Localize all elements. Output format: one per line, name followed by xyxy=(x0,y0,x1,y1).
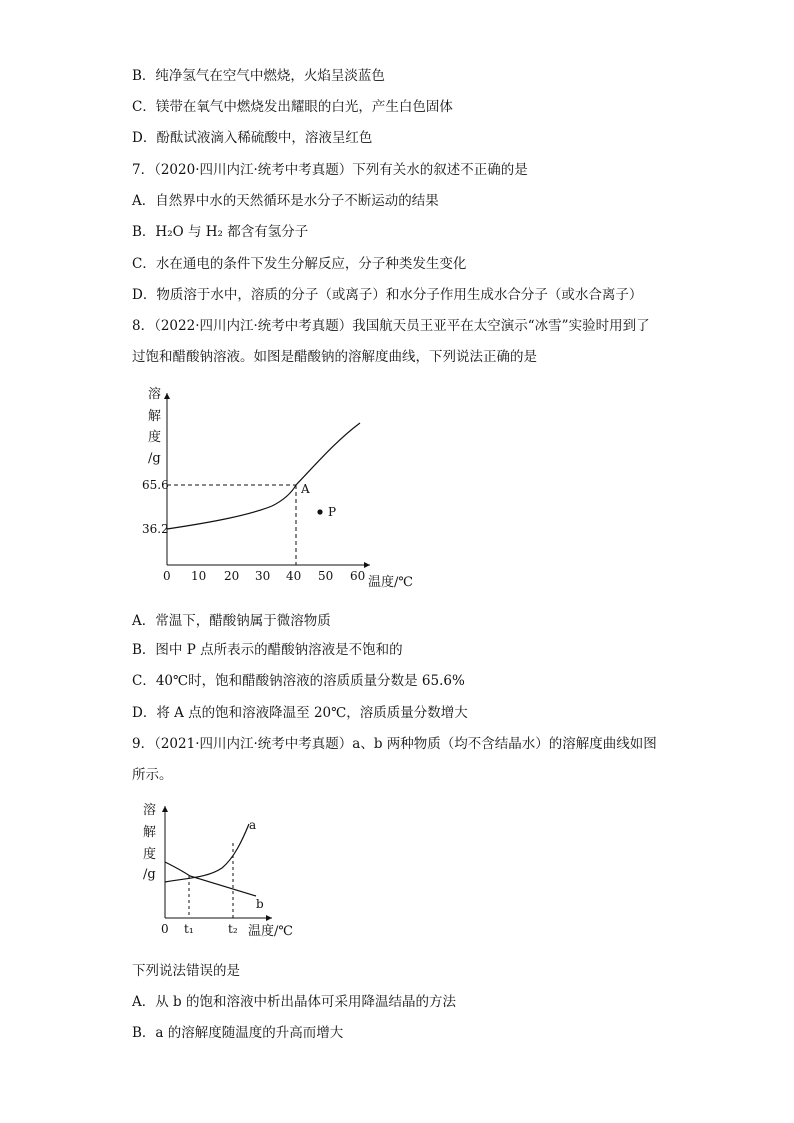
question-9-stem-line2: 所示。 xyxy=(132,767,173,783)
curve-a xyxy=(165,824,249,882)
x-tick-20: 20 xyxy=(224,569,240,583)
point-p-marker xyxy=(317,509,322,514)
question-9-option-b: B．a 的溶解度随温度的升高而增大 xyxy=(132,1025,344,1041)
y-label-char-1: 溶 xyxy=(148,387,162,402)
question-7-option-b: B．H₂O 与 H₂ 都含有氢分子 xyxy=(132,224,309,240)
question-7-option-c: C．水在通电的条件下发生分解反应，分子种类发生变化 xyxy=(132,256,467,272)
question-9-stem-line1: 9．（2021·四川内江·统考中考真题）a、b 两种物质（均不含结晶水）的溶解度曲线如图 xyxy=(132,736,657,752)
x-tick-40: 40 xyxy=(286,569,302,583)
sodium-acetate-solubility-chart xyxy=(132,378,432,593)
point-p-label: P xyxy=(328,505,337,519)
curve-b xyxy=(165,862,256,896)
option-8-6-d: D．酚酞试液滴入稀硫酸中，溶液呈红色 xyxy=(132,130,373,146)
y-label-char-2: 解 xyxy=(148,409,162,424)
question-7-stem: 7．（2020·四川内江·统考中考真题）下列有关水的叙述不正确的是 xyxy=(132,162,528,178)
y-label-char-4: /g xyxy=(148,451,161,466)
x-axis-label: 温度/℃ xyxy=(368,575,413,590)
question-7-option-d: D．物质溶于水中，溶质的分子（或离子）和水分子作用生成水合分子（或水合离子） xyxy=(132,287,643,303)
option-8-6-c: C．镁带在氧气中燃烧发出耀眼的白光，产生白色固体 xyxy=(132,99,453,115)
y-label-char-3: 度 xyxy=(143,847,157,862)
x-tick-60: 60 xyxy=(350,569,366,583)
x-tick-0: 0 xyxy=(163,569,171,583)
option-8-6-b: B．纯净氢气在空气中燃烧，火焰呈淡蓝色 xyxy=(132,68,385,84)
ab-solubility-chart xyxy=(132,796,312,946)
x-tick-30: 30 xyxy=(255,569,271,583)
x-tick-50: 50 xyxy=(318,569,334,583)
y-tick-65-6: 65.6 xyxy=(142,478,169,492)
x-axis-label: 温度/℃ xyxy=(248,924,293,939)
question-7-option-a: A．自然界中水的天然循环是水分子不断运动的结果 xyxy=(132,193,439,209)
x-tick-t1: t₁ xyxy=(184,922,194,936)
curve-b-label: b xyxy=(256,897,264,911)
y-label-char-4: /g xyxy=(143,867,156,882)
question-8-stem-line1: 8．（2022·四川内江·统考中考真题）我国航天员王亚平在太空演示“冰雪”实验时用到了 xyxy=(132,318,650,334)
question-8-option-b: B．图中 P 点所表示的醋酸钠溶液是不饱和的 xyxy=(132,642,403,658)
point-a-label: A xyxy=(301,482,310,496)
y-label-char-1: 溶 xyxy=(143,803,157,818)
question-8-option-c: C．40℃时，饱和醋酸钠溶液的溶质质量分数是 65.6% xyxy=(132,673,465,689)
question-8-option-a: A．常温下，醋酸钠属于微溶物质 xyxy=(132,613,331,629)
x-tick-t2: t₂ xyxy=(228,922,238,936)
curve-a-label: a xyxy=(249,818,257,832)
x-tick-10: 10 xyxy=(191,569,207,583)
origin-label: 0 xyxy=(161,922,169,936)
question-8-stem-line2: 过饱和醋酸钠溶液。如图是醋酸钠的溶解度曲线，下列说法正确的是 xyxy=(132,349,537,365)
y-label-char-2: 解 xyxy=(143,825,157,840)
question-8-option-d: D．将 A 点的饱和溶液降温至 20℃，溶质质量分数增大 xyxy=(132,705,468,721)
question-9-option-a: A．从 b 的饱和溶液中析出晶体可采用降温结晶的方法 xyxy=(132,994,456,1010)
y-tick-36-2: 36.2 xyxy=(142,522,169,536)
question-9-prompt: 下列说法错误的是 xyxy=(132,963,240,979)
y-label-char-3: 度 xyxy=(148,430,162,445)
